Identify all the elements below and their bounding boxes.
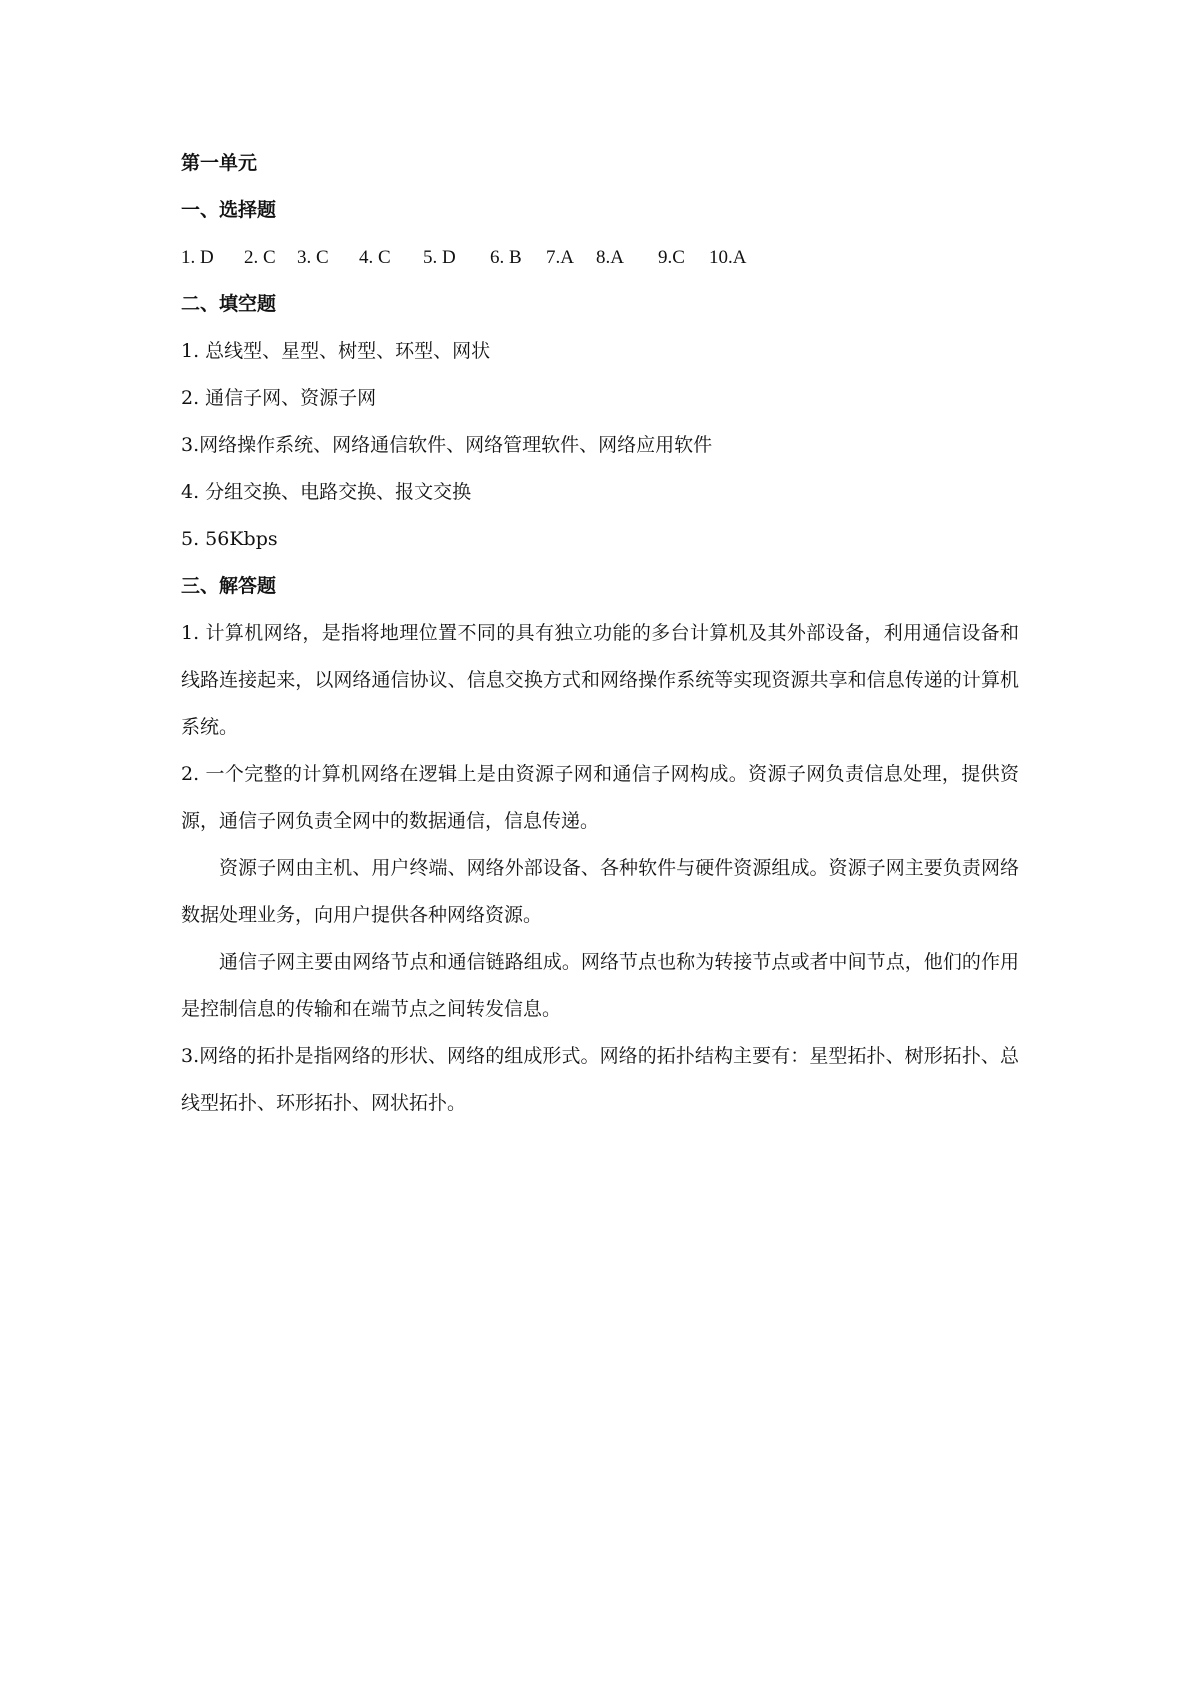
fill-answer: 3.网络操作系统、网络通信软件、网络管理软件、网络应用软件 <box>181 434 713 456</box>
answer-item: 10.A <box>709 247 747 268</box>
document-page <box>181 140 1019 1127</box>
fill-answer: 4. 分组交换、电路交换、报文交换 <box>181 481 472 503</box>
fill-answer: 2. 通信子网、资源子网 <box>181 387 377 409</box>
answer-item: 6. B <box>490 247 522 268</box>
essay-answer-paragraph: 2. 一个完整的计算机网络在逻辑上是由资源子网和通信子网构成。资源子网负责信息处理，提供资源，通信子网负责全网中的数据通信，信息传递。 <box>181 763 1019 832</box>
unit-title: 第一单元 <box>181 152 258 174</box>
answer-item: 5. D <box>423 247 456 268</box>
answer-item: 9.C <box>658 247 685 268</box>
answer-item: 2. C <box>244 247 276 268</box>
section-heading-choice: 一、选择题 <box>181 199 277 221</box>
fill-answer: 5. 56Kbps <box>181 528 278 550</box>
choice-answers <box>181 234 1019 281</box>
answer-item: 1. D <box>181 247 214 268</box>
essay-answer-paragraph: 通信子网主要由网络节点和通信链路组成。网络节点也称为转接节点或者中间节点，他们的作用是控制信息的传输和在端节点之间转发信息。 <box>181 951 1019 1020</box>
section-heading-essay: 三、解答题 <box>181 575 277 597</box>
essay-answer-paragraph: 资源子网由主机、用户终端、网络外部设备、各种软件与硬件资源组成。资源子网主要负责网络数据处理业务，向用户提供各种网络资源。 <box>181 857 1019 926</box>
fill-answer: 1. 总线型、星型、树型、环型、网状 <box>181 340 491 362</box>
essay-answer-paragraph: 1. 计算机网络，是指将地理位置不同的具有独立功能的多台计算机及其外部设备，利用通信设备和线路连接起来，以网络通信协议、信息交换方式和网络操作系统等实现资源共享和信息传递的计算机系统。 <box>181 622 1019 738</box>
answer-item: 3. C <box>297 247 329 268</box>
answer-item: 7.A <box>546 247 574 268</box>
answer-item: 8.A <box>596 247 624 268</box>
section-heading-fill: 二、填空题 <box>181 293 277 315</box>
essay-answer-paragraph: 3.网络的拓扑是指网络的形状、网络的组成形式。网络的拓扑结构主要有：星型拓扑、树形拓扑、总线型拓扑、环形拓扑、网状拓扑。 <box>181 1045 1019 1114</box>
answer-item: 4. C <box>359 247 391 268</box>
